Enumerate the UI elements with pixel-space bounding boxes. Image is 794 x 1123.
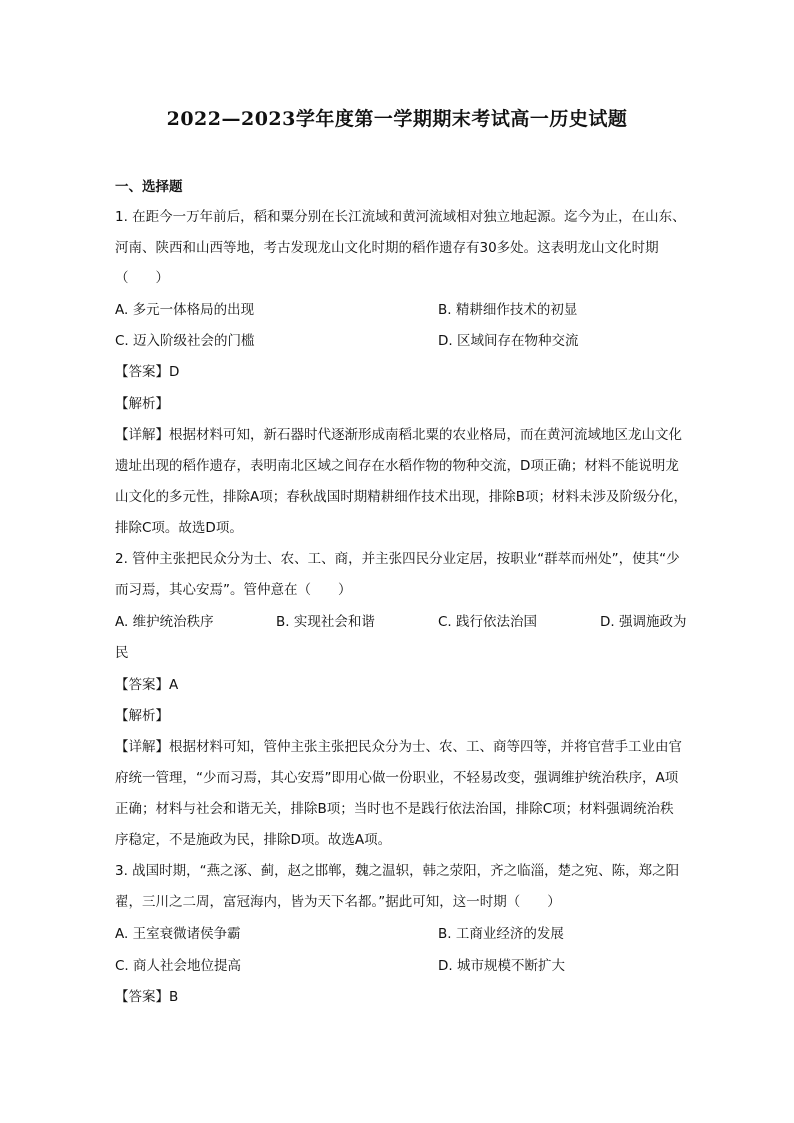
q2-analysis-label: 【解析】 <box>115 708 169 724</box>
q1-detail-line: 排除C项。故选D项。 <box>115 520 243 536</box>
q1-analysis-label: 【解析】 <box>115 396 169 412</box>
q3-answer: 【答案】B <box>115 989 179 1005</box>
q2-option-d-wrap: 民 <box>115 645 129 661</box>
q2-detail-line: 正确；材料与社会和谐无关，排除B项；当时也不是践行依法治国，排除C项；材料强调统治秩 <box>115 801 674 817</box>
q3-stem-line: 翟，三川之二周，富冠海内，皆为天下名都。”据此可知，这一时期（ ） <box>115 894 561 910</box>
q2-detail-line: 【详解】根据材料可知，管仲主张主张把民众分为士、农、工、商等四等，并将官营手工业由官 <box>115 739 682 755</box>
q1-stem-line: 河南、陕西和山西等地，考古发现龙山文化时期的稻作遗存有30多处。这表明龙山文化时期 <box>115 240 659 256</box>
q2-stem-line: 2. 管仲主张把民众分为士、农、工、商，并主张四民分业定居，按职业“群萃而州处”，使其“少 <box>115 551 680 567</box>
q1-stem-line: （ ） <box>115 270 169 286</box>
q2-answer: 【答案】A <box>115 677 179 693</box>
page-title: 2022—2023学年度第一学期期末考试高一历史试题 <box>166 108 628 130</box>
q3-option-c: C. 商人社会地位提高 <box>115 958 242 974</box>
q2-stem-line: 而习焉，其心安焉”。管仲意在（ ） <box>115 582 352 598</box>
q1-answer: 【答案】D <box>115 364 180 380</box>
q1-option-b: B. 精耕细作技术的初显 <box>438 302 578 318</box>
q3-stem-line: 3. 战国时期，“燕之涿、蓟，赵之邯郸，魏之温轵，韩之荥阳，齐之临淄，楚之宛、陈，郑之阳 <box>115 863 680 879</box>
q3-option-b: B. 工商业经济的发展 <box>438 926 564 942</box>
q2-option-c: C. 践行依法治国 <box>438 614 538 630</box>
q3-option-a: A. 王室衰微诸侯争霸 <box>115 926 241 942</box>
q1-detail-line: 【详解】根据材料可知，新石器时代逐渐形成南稻北粟的农业格局，而在黄河流域地区龙山文化 <box>115 427 682 443</box>
q2-detail-line: 序稳定，不是施政为民，排除D项。故选A项。 <box>115 832 392 848</box>
q1-stem-line: 1. 在距今一万年前后，稻和粟分别在长江流域和黄河流域相对独立地起源。迄今为止，在山东、 <box>115 209 686 225</box>
q1-option-a: A. 多元一体格局的出现 <box>115 302 255 318</box>
q2-option-b: B. 实现社会和谐 <box>276 614 375 630</box>
section-heading: 一、选择题 <box>115 179 183 195</box>
q2-option-d: D. 强调施政为 <box>600 614 687 630</box>
q1-option-c: C. 迈入阶级社会的门槛 <box>115 333 255 349</box>
q1-option-d: D. 区域间存在物种交流 <box>438 333 579 349</box>
q2-detail-line: 府统一管理，“少而习焉，其心安焉”即用心做一份职业，不轻易改变，强调维护统治秩序，A项 <box>115 770 679 786</box>
q2-option-a: A. 维护统治秩序 <box>115 614 214 630</box>
q3-option-d: D. 城市规模不断扩大 <box>438 958 565 974</box>
q1-detail-line: 山文化的多元性，排除A项；春秋战国时期精耕细作技术出现，排除B项；材料未涉及阶级分化， <box>115 489 687 505</box>
q1-detail-line: 遗址出现的稻作遗存，表明南北区域之间存在水稻作物的物种交流，D项正确；材料不能说明龙 <box>115 458 679 474</box>
